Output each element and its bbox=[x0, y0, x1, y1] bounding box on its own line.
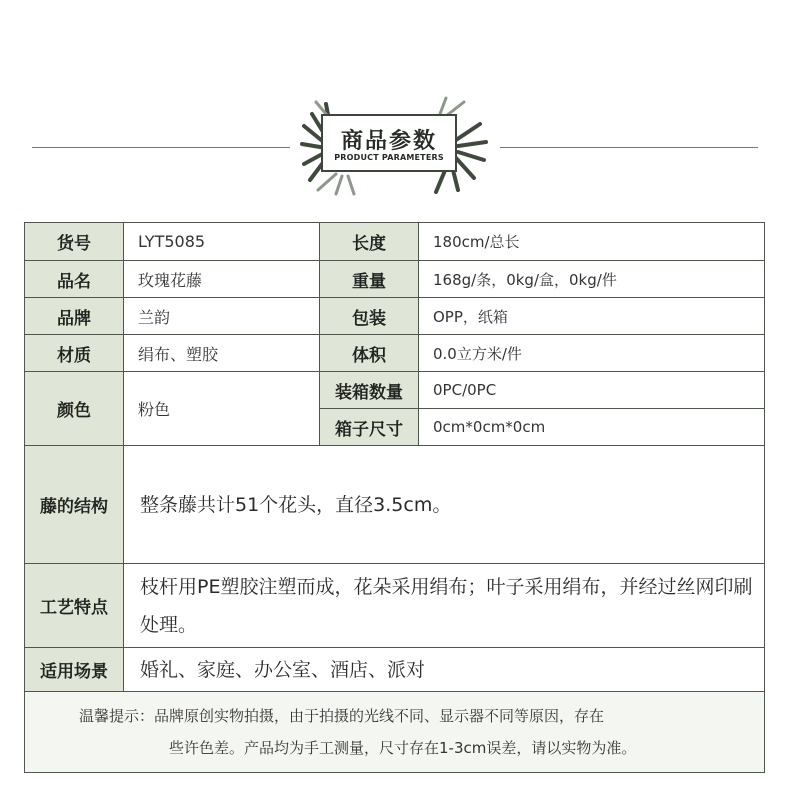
value-carton-qty: 0PC/0PC bbox=[419, 372, 765, 409]
label-item-no: 货号 bbox=[25, 223, 124, 261]
section-badge bbox=[296, 96, 492, 196]
table-row bbox=[25, 648, 765, 692]
value-packaging: OPP，纸箱 bbox=[419, 298, 765, 335]
label-material: 材质 bbox=[25, 335, 124, 372]
table-row bbox=[25, 261, 765, 298]
table-row bbox=[25, 298, 765, 335]
section-subtitle: PRODUCT PARAMETERS bbox=[334, 153, 444, 162]
section-title: 商品参数 bbox=[340, 129, 437, 154]
value-brand: 兰韵 bbox=[124, 298, 320, 335]
label-structure: 藤的结构 bbox=[25, 446, 124, 564]
section-title-box bbox=[321, 114, 457, 172]
value-color: 粉色 bbox=[124, 372, 320, 446]
value-volume: 0.0立方米/件 bbox=[419, 335, 765, 372]
value-carton-size: 0cm*0cm*0cm bbox=[419, 409, 765, 446]
spec-table bbox=[24, 222, 765, 773]
label-length: 长度 bbox=[320, 223, 419, 261]
value-item-no: LYT5085 bbox=[124, 223, 320, 261]
value-material: 绢布、塑胶 bbox=[124, 335, 320, 372]
table-row bbox=[25, 446, 765, 564]
notice-line-2: 些许色差。产品均为手工测量，尺寸存在1-3cm误差，请以实物为准。 bbox=[169, 739, 637, 757]
value-structure: 整条藤共计51个花头，直径3.5cm。 bbox=[124, 446, 765, 564]
table-row bbox=[25, 335, 765, 372]
table-row bbox=[25, 692, 765, 773]
label-craft: 工艺特点 bbox=[25, 564, 124, 648]
label-carton-qty: 装箱数量 bbox=[320, 372, 419, 409]
value-usage: 婚礼、家庭、办公室、酒店、派对 bbox=[124, 648, 765, 692]
label-brand: 品牌 bbox=[25, 298, 124, 335]
value-craft: 枝杆用PE塑胶注塑而成，花朵采用绢布；叶子采用绢布，并经过丝网印刷处理。 bbox=[124, 564, 765, 648]
header-rule-left bbox=[32, 147, 290, 148]
header-rule-right bbox=[500, 147, 758, 148]
label-carton-size: 箱子尺寸 bbox=[320, 409, 419, 446]
label-volume: 体积 bbox=[320, 335, 419, 372]
notice-cell bbox=[25, 692, 765, 773]
label-name: 品名 bbox=[25, 261, 124, 298]
value-name: 玫瑰花藤 bbox=[124, 261, 320, 298]
label-weight: 重量 bbox=[320, 261, 419, 298]
table-row bbox=[25, 564, 765, 648]
value-weight: 168g/条，0kg/盒，0kg/件 bbox=[419, 261, 765, 298]
label-packaging: 包装 bbox=[320, 298, 419, 335]
notice-line-1: 温馨提示：品牌原创实物拍摄，由于拍摄的光线不同、显示器不同等原因，存在 bbox=[79, 707, 605, 725]
table-row bbox=[25, 223, 765, 261]
label-usage: 适用场景 bbox=[25, 648, 124, 692]
label-color: 颜色 bbox=[25, 372, 124, 446]
table-row bbox=[25, 372, 765, 409]
value-length: 180cm/总长 bbox=[419, 223, 765, 261]
